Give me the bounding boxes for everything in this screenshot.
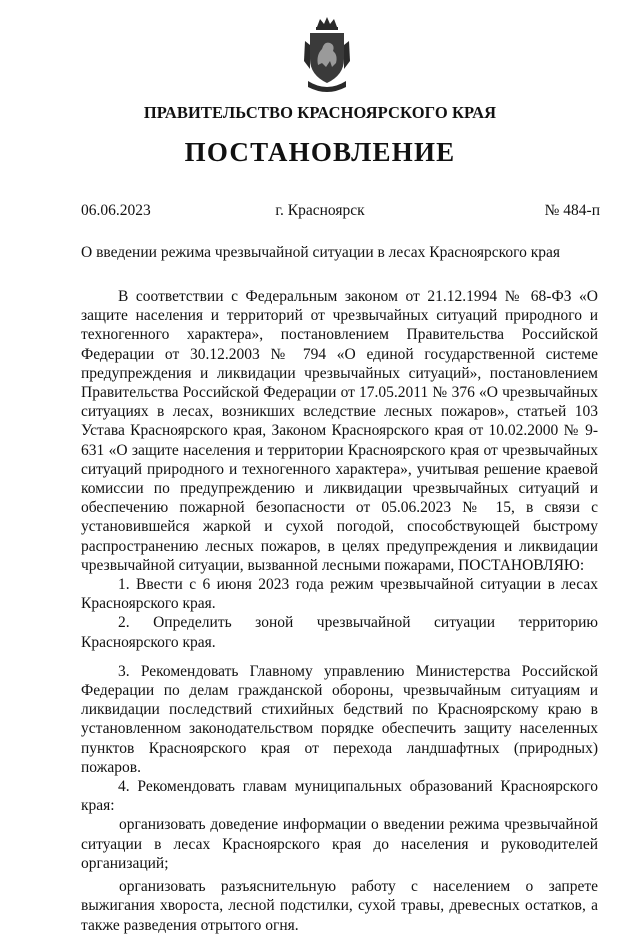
document-type-title: ПОСТАНОВЛЕНИЕ xyxy=(184,137,456,167)
preamble-paragraph: В соответствии с Федеральным законом от 21.12.1994 № 68-ФЗ «О защите населения и территорий от чрезвычайных ситуаций природного и техногенного характера», постановлением Правительства Российской Федерации от 30.12.2003 № 794 «О единой государственной системе предупреждения и ликвидации чрезвычайных ситуаций», постановлением Правительства Российской Федерации от 17.05.2011 № 376 «О чрезвычайных ситуациях в лесах, возникших вследствие лесных пожаров», статьей 103 Устава Красноярского края, Законом Красноярского края от 10.02.2000 № 9-631 «О защите населения и территории Красноярского края от чрезвычайных ситуаций природного и техногенного характера», учитывая решение краевой комиссии по предупреждению и ликвидации чрезвычайных ситуаций и обеспечению пожарной безопасности от 05.06.2023 № 15, в связи с установившейся жаркой и сухой погодой, способствующей быстрому распространению лесных пожаров, в целях предупреждения и ликвидации чрезвычайной ситуации, вызванной лесными пожарами, ПОСТАНОВЛЯЮ: xyxy=(81,288,598,574)
item-4-paragraph: 4. Рекомендовать главам муниципальных образований Красноярского края: xyxy=(81,778,598,815)
document-number: № 484-п xyxy=(544,202,600,219)
item-1-paragraph: 1. Ввести с 6 июня 2023 года режим чрезвычайной ситуации в лесах Красноярского края. xyxy=(81,576,598,613)
item-2-paragraph: 2. Определить зоной чрезвычайной ситуации территорию Красноярского края. xyxy=(81,614,598,651)
item-3-paragraph: 3. Рекомендовать Главному управлению Министерства Российской Федерации по делам гражданской обороны, чрезвычайным ситуациям и ликвидации последствий стихийных бедствий по Красноярскому краю в установленном законодательством порядке обеспечить защиту населенных пунктов Красноярского края от перехода ландшафтных (природных) пожаров. xyxy=(81,662,598,776)
item-4-subitem-2: организовать разъяснительную работу с населением о запрете выжигания хвороста, лесной подстилки, сухой травы, древесных остатков, а также разведения отрытого огня. xyxy=(81,878,598,934)
document-date: 06.06.2023 xyxy=(81,202,151,219)
document-city: г. Красноярск xyxy=(275,202,365,219)
document-body xyxy=(81,287,598,935)
item-4-subitem-1: организовать доведение информации о введении режима чрезвычайной ситуации в лесах Красноярского края до населения и руководителей организаций; xyxy=(81,816,598,872)
organization-title: ПРАВИТЕЛЬСТВО КРАСНОЯРСКОГО КРАЯ xyxy=(143,103,497,122)
document-subject: О введении режима чрезвычайной ситуации в лесах Красноярского края xyxy=(81,244,560,261)
coat-of-arms-emblem xyxy=(302,15,352,95)
